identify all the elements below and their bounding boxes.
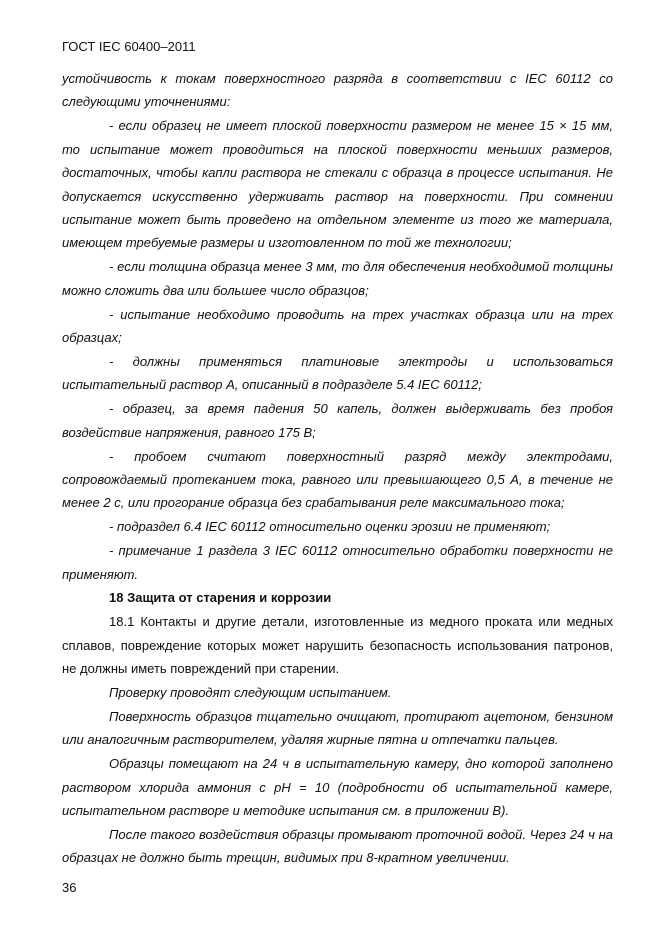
list-item-breakdown: - пробоем считают поверхностный разряд между электродами, сопровождаемый протеканием тока, равного или превышающего 0,5 А, в течение не менее 2 с, или прогорание образца без срабатывания реле максимального тока; <box>62 448 613 511</box>
paragraph-intro: устойчивость к токам поверхностного разряда в соответствии с IEC 60112 со следующими уточнениями: <box>62 71 613 110</box>
document-header: ГОСТ IEC 60400–2011 <box>62 39 196 54</box>
paragraph-18-1: 18.1 Контакты и другие детали, изготовленные из медного проката или медных сплавов, повреждение которых может нарушить безопасность использования патронов, не должны иметь повреждений при старении. <box>62 614 613 677</box>
list-item-thickness: - если толщина образца менее 3 мм, то для обеспечения необходимой толщины можно сложить два или большее число образцов; <box>62 259 613 298</box>
list-item-note: - примечание 1 раздела 3 IEC 60112 относительно обработки поверхности не применяют. <box>62 543 613 582</box>
list-item-electrodes: - должны применяться платиновые электроды и использоваться испытательный раствор А, описанный в подразделе 5.4 IEC 60112; <box>62 353 613 393</box>
paragraph-chamber: Образцы помещают на 24 ч в испытательную камеру, дно которой заполнено раствором хлорида аммония с pH = 10 (подробности об испытательной камере, испытательном растворе и методике испытания см. в приложении В). <box>62 756 613 819</box>
list-item-flat-surface: - если образец не имеет плоской поверхности размером не менее 15 × 15 мм, то испытание может проводиться на плоской поверхности меньших размеров, достаточных, чтобы капли раствора не стекали с образца в процессе испытания. Не допускается искусственно удерживать раствор на поверхности. При сомнении испытание может быть проведено на отдельном элементе из того же материала, имеющем требуемые размеры и изготовленном по той же технологии; <box>62 118 613 251</box>
page-body <box>62 67 613 870</box>
list-item-voltage: - образец, за время падения 50 капель, должен выдерживать без пробоя воздействие напряжения, равного 175 В; <box>62 401 613 440</box>
paragraph-result: После такого воздействия образцы промывают проточной водой. Через 24 ч на образцах не должно быть трещин, видимых при 8-кратном увеличении. <box>62 827 613 866</box>
page-number: 36 <box>62 880 77 895</box>
paragraph-test-intro: Проверку проводят следующим испытанием. <box>109 685 392 701</box>
list-item-erosion: - подраздел 6.4 IEC 60112 относительно оценки эрозии не применяют; <box>109 519 551 535</box>
list-item-three-areas: - испытание необходимо проводить на трех участках образца или на трех образцах; <box>62 306 613 345</box>
paragraph-cleaning: Поверхность образцов тщательно очищают, протирают ацетоном, бензином или аналогичным растворителем, удаляя жирные пятна и отпечатки пальцев. <box>62 708 613 748</box>
section-heading: 18 Защита от старения и коррозии <box>109 590 332 606</box>
